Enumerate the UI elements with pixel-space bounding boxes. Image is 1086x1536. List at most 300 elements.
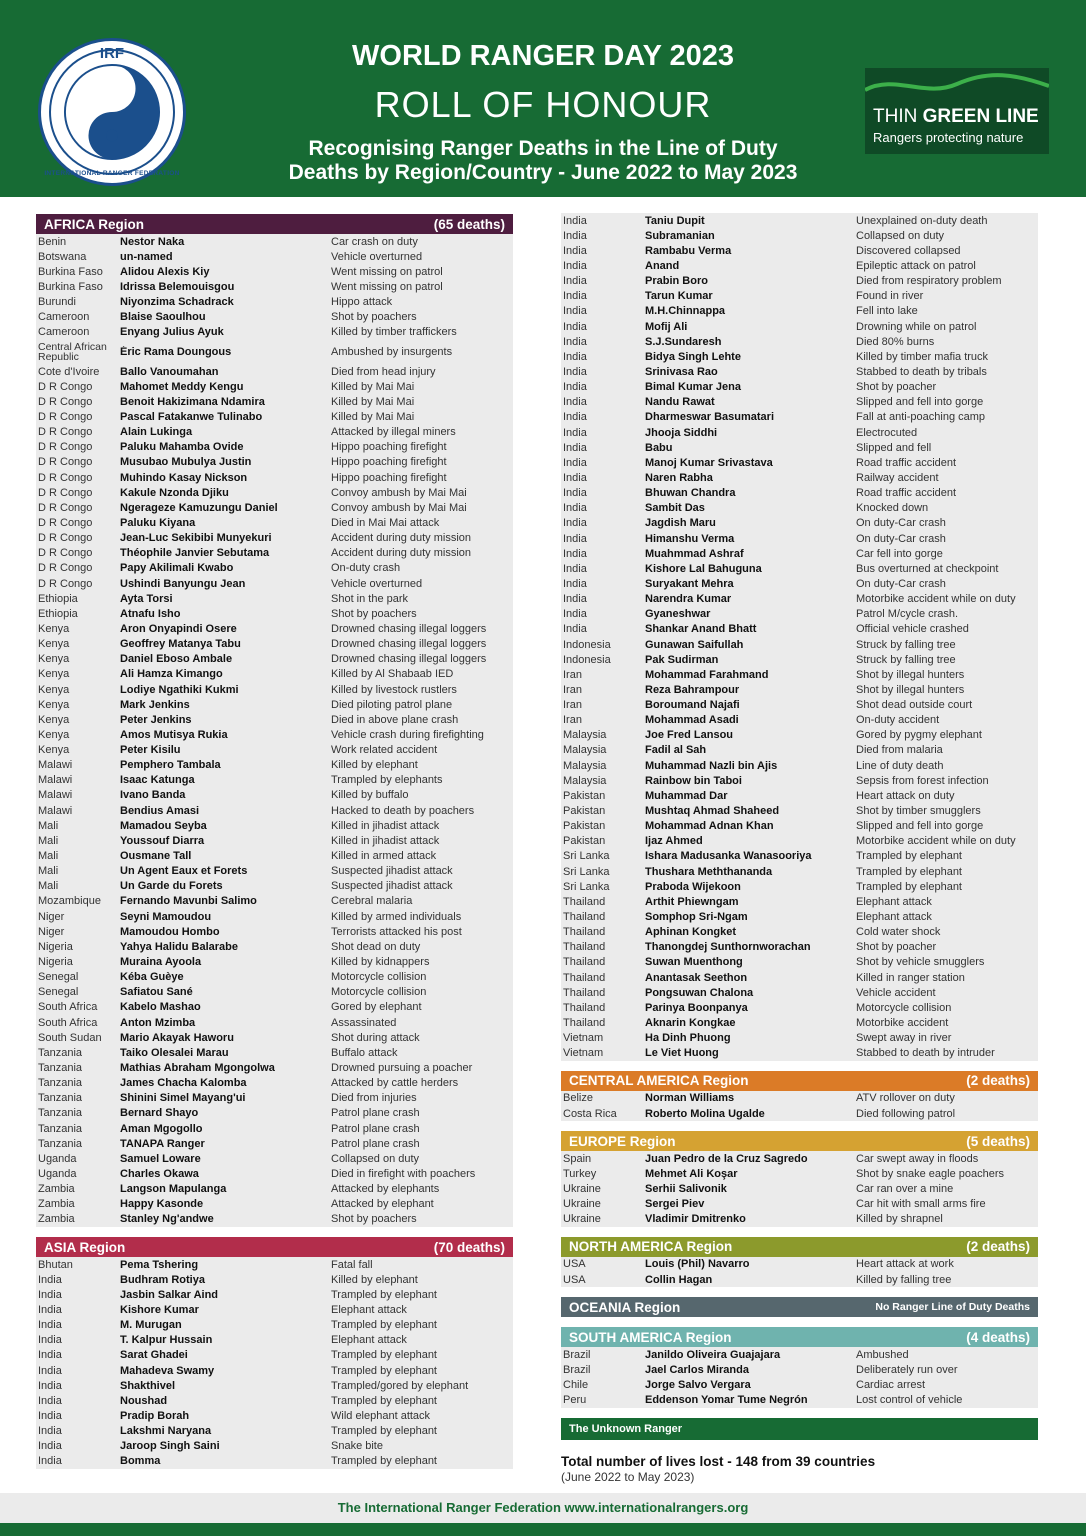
ranger-name-cell: Boroumand Najafi [645, 699, 740, 712]
logo-name: INTERNATIONAL RANGER FEDERATION [44, 170, 180, 177]
table-row [561, 1347, 1038, 1362]
country-cell: Ethiopia [38, 607, 78, 620]
cause-cell: Fell into lake [856, 305, 918, 318]
cause-cell: Vehicle accident [856, 986, 936, 999]
ranger-name-cell: Pemphero Tambala [120, 759, 221, 772]
ranger-name-cell: Jasbin Salkar Aind [120, 1288, 219, 1301]
table-row [36, 1182, 513, 1197]
cause-cell: Went missing on patrol [331, 265, 443, 278]
cause-cell: Patrol M/cycle crash. [856, 608, 959, 621]
country-cell: D R Congo [38, 532, 93, 545]
cause-cell: Drowned chasing illegal loggers [331, 622, 487, 635]
cause-cell: Attacked by elephant [331, 1198, 434, 1211]
country-cell: Kenya [38, 698, 70, 711]
cause-cell: Heart attack on duty [856, 789, 955, 802]
country-cell: India [563, 320, 587, 333]
region-count: No Ranger Line of Duty Deaths [875, 1301, 1030, 1314]
cause-cell: Killed by timber mafia truck [856, 350, 989, 363]
table-row [561, 879, 1038, 894]
cause-cell: Drowning while on patrol [856, 320, 977, 333]
country-cell: India [563, 411, 587, 424]
table-row [36, 440, 513, 455]
ranger-name-cell: Kakule Nzonda Djiku [120, 486, 229, 499]
country-cell: India [38, 1334, 62, 1347]
ranger-name-cell: Mark Jenkins [120, 698, 190, 711]
cause-cell: Heart attack at work [856, 1258, 954, 1271]
cause-cell: Killed in ranger station [856, 971, 965, 984]
table-row [36, 394, 513, 409]
table-row [36, 743, 513, 758]
table-row [36, 773, 513, 788]
cause-cell: Hippo poaching firefight [331, 441, 447, 454]
table-row [36, 621, 513, 636]
table-row [36, 1287, 513, 1302]
country-cell: Kenya [38, 683, 70, 696]
country-cell: India [563, 456, 587, 469]
cause-cell: Elephant attack [331, 1334, 407, 1347]
cause-cell: Struck by falling tree [856, 638, 956, 651]
country-cell: Sri Lanka [563, 850, 610, 863]
cause-cell: Died in Mai Mai attack [331, 516, 440, 529]
ranger-name-cell: Sambit Das [645, 502, 705, 515]
country-cell: India [563, 471, 587, 484]
ranger-name-cell: Mahomet Meddy Kengu [120, 380, 244, 393]
country-cell: India [563, 441, 587, 454]
ranger-name-cell: un-named [120, 250, 173, 263]
cause-cell: Hacked to death by poachers [331, 804, 475, 817]
cause-cell: Vehicle overturned [331, 250, 423, 263]
ranger-name-cell: Ousmane Tall [120, 850, 192, 863]
table-row [36, 1091, 513, 1106]
ranger-name-cell: Anantasak Seethon [645, 971, 748, 984]
cause-cell: Snake bite [331, 1440, 383, 1453]
cause-cell: Shot by timber smugglers [856, 805, 981, 818]
cause-cell: Work related accident [331, 744, 438, 757]
ranger-name-cell: Muahmmad Ashraf [645, 547, 744, 560]
table-row [36, 758, 513, 773]
right-column [561, 213, 1038, 1484]
ranger-name-cell: Langson Mapulanga [120, 1183, 227, 1196]
cause-cell: Car crash on duty [331, 235, 418, 248]
cause-cell: Killed by Al Shabaab IED [331, 668, 454, 681]
table-row [36, 1212, 513, 1227]
table-row [36, 1136, 513, 1151]
cause-cell: Car hit with small arms fire [856, 1198, 986, 1211]
header-banner [0, 0, 1086, 197]
country-cell: South Africa [38, 1001, 98, 1014]
table-row [36, 1151, 513, 1166]
table-row [36, 379, 513, 394]
country-cell: Mali [38, 880, 59, 893]
ranger-name-cell: Muhammad Nazli bin Ajis [645, 759, 778, 772]
cause-cell: Hippo poaching firefight [331, 471, 447, 484]
cause-cell: Motorcycle collision [856, 1001, 952, 1014]
header-line-2: Deaths by Region/Country - June 2022 to May 2023 [288, 161, 798, 184]
cause-cell: Sepsis from forest infection [856, 774, 989, 787]
ranger-name-cell: Naren Rabha [645, 471, 713, 484]
region-list-asia [36, 1257, 513, 1469]
country-cell: Ukraine [563, 1213, 601, 1226]
cause-cell: Discovered collapsed [856, 244, 961, 257]
table-row [561, 1212, 1038, 1227]
country-cell: Kenya [38, 713, 70, 726]
table-row [36, 279, 513, 294]
country-cell: Malaysia [563, 729, 607, 742]
table-row [561, 819, 1038, 834]
ranger-name-cell: Anton Mzimba [120, 1016, 196, 1029]
ranger-name-cell: Mathias Abraham Mgongolwa [120, 1062, 275, 1075]
ranger-name-cell: Ushindi Banyungu Jean [120, 577, 246, 590]
cause-cell: Car fell into gorge [856, 547, 943, 560]
country-cell: Iran [563, 714, 582, 727]
ranger-name-cell: Sarat Ghadei [120, 1349, 188, 1362]
country-cell: D R Congo [38, 426, 93, 439]
ranger-name-cell: Un Garde du Forets [120, 880, 223, 893]
ranger-name-cell: Louis (Phil) Navarro [645, 1258, 750, 1271]
country-cell: India [563, 547, 587, 560]
ranger-name-cell: Kishore Kumar [120, 1303, 199, 1316]
country-cell: Malawi [38, 774, 73, 787]
country-cell: India [38, 1379, 62, 1392]
table-row [561, 1257, 1038, 1272]
cause-cell: Trampled by elephant [331, 1455, 437, 1468]
country-cell: South Sudan [38, 1031, 102, 1044]
country-cell: Malaysia [563, 759, 607, 772]
table-row [36, 591, 513, 606]
country-cell: Costa Rica [563, 1107, 617, 1120]
cause-cell: Trampled by elephant [856, 865, 962, 878]
ranger-name-cell: Éric Rama Doungous [120, 345, 232, 358]
cause-cell: Killed in jihadist attack [331, 834, 440, 847]
table-row [561, 1166, 1038, 1181]
table-row [561, 1046, 1038, 1061]
ranger-name-cell: Théophile Janvier Sebutama [120, 547, 270, 560]
ranger-name-cell: Parinya Boonpanya [645, 1001, 748, 1014]
ranger-name-cell: Ha Dinh Phuong [645, 1032, 731, 1045]
cause-cell: Deliberately run over [856, 1363, 958, 1376]
country-cell: India [563, 593, 587, 606]
country-cell: India [563, 396, 587, 409]
table-row [561, 894, 1038, 909]
country-cell: Burkina Faso [38, 265, 103, 278]
country-cell: Central African Republic [38, 340, 107, 363]
ranger-name-cell: Taiko Olesalei Marau [120, 1046, 229, 1059]
table-row [561, 758, 1038, 773]
ranger-name-cell: Muhindo Kasay Nickson [120, 471, 248, 484]
cause-cell: Killed by kidnappers [331, 956, 430, 969]
cause-cell: Ambushed by insurgents [331, 345, 453, 358]
cause-cell: Attacked by illegal miners [331, 426, 456, 439]
cause-cell: Car swept away in floods [856, 1152, 979, 1165]
table-row [561, 319, 1038, 334]
ranger-name-cell: Jorge Salvo Vergara [645, 1378, 751, 1391]
cause-cell: Gored by pygmy elephant [856, 729, 982, 742]
table-row [561, 970, 1038, 985]
ranger-name-cell: Norman Williams [645, 1092, 735, 1105]
ranger-name-cell: Vladimir Dmitrenko [645, 1213, 746, 1226]
region-name: CENTRAL AMERICA Region [569, 1073, 749, 1089]
table-row [561, 380, 1038, 395]
table-row [561, 349, 1038, 364]
cause-cell: Elephant attack [856, 895, 932, 908]
country-cell: Thailand [563, 941, 606, 954]
ranger-name-cell: Himanshu Verma [645, 532, 735, 545]
table-row [561, 940, 1038, 955]
country-cell: India [563, 305, 587, 318]
table-row [36, 727, 513, 742]
country-cell: India [38, 1364, 62, 1377]
ranger-name-cell: T. Kalpur Hussain [120, 1334, 213, 1347]
country-cell: Kenya [38, 668, 70, 681]
table-row [36, 1318, 513, 1333]
cause-cell: Killed by Mai Mai [331, 410, 415, 423]
table-row [36, 1015, 513, 1030]
table-row [36, 310, 513, 325]
table-row [561, 909, 1038, 924]
cause-cell: Road traffic accident [856, 487, 957, 500]
cause-cell: Trampled by elephant [856, 850, 962, 863]
ranger-name-cell: Fernando Mavunbi Salimo [120, 895, 257, 908]
cause-cell: Killed by Mai Mai [331, 395, 415, 408]
cause-cell: Motorbike accident while on duty [856, 835, 1016, 848]
table-row [36, 546, 513, 561]
table-row [561, 834, 1038, 849]
country-cell: Thailand [563, 1001, 606, 1014]
table-row [561, 576, 1038, 591]
cause-cell: Elephant attack [331, 1303, 407, 1316]
country-cell: India [38, 1455, 62, 1468]
table-row [36, 864, 513, 879]
ranger-name-cell: Aron Onyapindi Osere [120, 622, 237, 635]
ranger-name-cell: Babu [645, 441, 673, 454]
ranger-name-cell: Gunawan Saifullah [645, 638, 744, 651]
table-row [36, 1302, 513, 1317]
ranger-name-cell: Bidya Singh Lehte [645, 350, 741, 363]
footer-text: The International Ranger Federation www.internationalrangers.org [337, 1500, 749, 1515]
cause-cell: Drowned chasing illegal loggers [331, 638, 487, 651]
ranger-name-cell: Safiatou Sané [120, 986, 193, 999]
country-cell: Botswana [38, 250, 87, 263]
ranger-name-cell: Bendius Amasi [120, 804, 200, 817]
country-cell: Zambia [38, 1198, 75, 1211]
cause-cell: Accident during duty mission [331, 547, 472, 560]
ranger-name-cell: Prabin Boro [645, 275, 708, 288]
cause-cell: Killed by livestock rustlers [331, 683, 457, 696]
table-row [561, 486, 1038, 501]
table-row [561, 955, 1038, 970]
ranger-name-cell: Eddenson Yomar Tume Negrón [645, 1394, 808, 1407]
table-row [36, 1106, 513, 1121]
table-row [36, 515, 513, 530]
cause-cell: Died in above plane crash [331, 713, 459, 726]
region-name: EUROPE Region [569, 1133, 676, 1149]
cause-cell: Buffalo attack [331, 1046, 398, 1059]
tgl-tagline: Rangers protecting nature [873, 130, 1024, 145]
ranger-name-cell: Mehmet Ali Koşar [645, 1167, 738, 1180]
country-cell: Thailand [563, 971, 606, 984]
region-name: ASIA Region [44, 1239, 126, 1255]
ranger-name-cell: Paluku Mahamba Ovide [120, 441, 244, 454]
table-row [561, 1362, 1038, 1377]
region-list-north-america [561, 1257, 1038, 1287]
region-list-europe [561, 1151, 1038, 1227]
country-cell: India [563, 335, 587, 348]
ranger-name-cell: Ali Hamza Kimango [120, 668, 223, 681]
ranger-name-cell: Roberto Molina Ugalde [645, 1107, 765, 1120]
cause-cell: Stabbed to death by tribals [856, 365, 987, 378]
country-cell: Burkina Faso [38, 280, 103, 293]
country-cell: Thailand [563, 1017, 606, 1030]
ranger-name-cell: Rambabu Verma [645, 244, 732, 257]
region-header-africa [36, 214, 513, 234]
table-row [36, 637, 513, 652]
ranger-name-cell: Mushtaq Ahmad Shaheed [645, 805, 780, 818]
table-row [36, 455, 513, 470]
region-count: (2 deaths) [966, 1073, 1030, 1089]
country-cell: Tanzania [38, 1062, 83, 1075]
ranger-name-cell: Pascal Fatakanwe Tulinabo [120, 410, 263, 423]
country-cell: India [38, 1349, 62, 1362]
table-row [561, 395, 1038, 410]
country-cell: India [563, 275, 587, 288]
table-row [36, 1121, 513, 1136]
ranger-name-cell: Somphop Sri-Ngam [645, 911, 748, 924]
ranger-name-cell: Kabelo Mashao [120, 1001, 201, 1014]
table-row [561, 925, 1038, 940]
table-row [36, 1408, 513, 1423]
country-cell: India [38, 1319, 62, 1332]
cause-cell: Slipped and fell [856, 441, 932, 454]
ranger-name-cell: Pradip Borah [120, 1409, 190, 1422]
cause-cell: Motorcycle collision [331, 971, 427, 984]
ranger-name-cell: Suryakant Mehra [645, 577, 734, 590]
cause-cell: Hippo attack [331, 296, 393, 309]
country-cell: Vietnam [563, 1047, 604, 1060]
ranger-name-cell: Shankar Anand Bhatt [645, 623, 757, 636]
table-row [561, 531, 1038, 546]
region-name: AFRICA Region [44, 216, 144, 232]
ranger-name-cell: Youssouf Diarra [120, 834, 205, 847]
ranger-name-cell: Juan Pedro de la Cruz Sagredo [645, 1152, 808, 1165]
country-cell: Niger [38, 910, 65, 923]
table-row [36, 833, 513, 848]
cause-cell: Epileptic attack on patrol [856, 259, 976, 272]
country-cell: Mozambique [38, 895, 101, 908]
table-row [561, 607, 1038, 622]
table-row [561, 1197, 1038, 1212]
table-row [561, 410, 1038, 425]
cause-cell: Ambushed [856, 1348, 909, 1361]
table-row [36, 1000, 513, 1015]
table-row [561, 440, 1038, 455]
table-row [36, 1378, 513, 1393]
cause-cell: Slipped and fell into gorge [856, 396, 984, 409]
table-row [36, 1424, 513, 1439]
cause-cell: Shot dead on duty [331, 940, 421, 953]
country-cell: India [563, 577, 587, 590]
country-cell: India [38, 1303, 62, 1316]
table-row [36, 409, 513, 424]
ranger-name-cell: Mahadeva Swamy [120, 1364, 215, 1377]
table-row [36, 531, 513, 546]
table-row [561, 713, 1038, 728]
cause-cell: Assassinated [331, 1016, 397, 1029]
table-row [36, 682, 513, 697]
table-row [561, 1000, 1038, 1015]
table-row [561, 667, 1038, 682]
table-row [36, 788, 513, 803]
ranger-name-cell: Noushad [120, 1394, 168, 1407]
cause-cell: Vehicle crash during firefighting [331, 728, 484, 741]
country-cell: Burundi [38, 296, 76, 309]
table-row [561, 304, 1038, 319]
ranger-name-cell: Nestor Naka [120, 235, 185, 248]
country-cell: D R Congo [38, 562, 93, 575]
ranger-name-cell: Bimal Kumar Jena [645, 381, 741, 394]
ranger-name-cell: Stanley Ng'andwe [120, 1213, 214, 1226]
ranger-name-cell: Amos Mutisya Rukia [120, 728, 228, 741]
country-cell: Brazil [563, 1348, 591, 1361]
cause-cell: Attacked by elephants [331, 1183, 440, 1196]
table-row [561, 455, 1038, 470]
ranger-name-cell: Un Agent Eaux et Forets [120, 865, 248, 878]
ranger-name-cell: Mohammad Farahmand [645, 668, 769, 681]
table-row [36, 924, 513, 939]
table-row [36, 561, 513, 576]
table-row [36, 712, 513, 727]
cause-cell: Attacked by cattle herders [331, 1077, 459, 1090]
country-cell: India [38, 1425, 62, 1438]
country-cell: India [563, 229, 587, 242]
table-row [36, 295, 513, 310]
country-cell: D R Congo [38, 395, 93, 408]
table-row [36, 576, 513, 591]
table-row [36, 470, 513, 485]
country-cell: D R Congo [38, 547, 93, 560]
region-header-central-america [561, 1071, 1038, 1091]
table-row [561, 728, 1038, 743]
country-cell: Pakistan [563, 805, 606, 818]
ranger-name-cell: Mario Akayak Haworu [120, 1031, 234, 1044]
ranger-name-cell: Yahya Halidu Balarabe [120, 940, 238, 953]
ranger-name-cell: Muraina Ayoola [120, 956, 202, 969]
cause-cell: Shot by poachers [331, 607, 417, 620]
table-row [36, 1363, 513, 1378]
ranger-name-cell: Kéba Guèye [120, 971, 184, 984]
ranger-name-cell: Joe Fred Lansou [645, 729, 734, 742]
table-row [36, 264, 513, 279]
region-list-asia-continued [561, 213, 1038, 1061]
cause-cell: Motorbike accident [856, 1017, 949, 1030]
country-cell: Kenya [38, 653, 70, 666]
ranger-name-cell: S.J.Sundaresh [645, 335, 722, 348]
table-row [561, 1106, 1038, 1121]
country-cell: Iran [563, 668, 582, 681]
cause-cell: Trampled by elephant [856, 880, 962, 893]
table-row [36, 364, 513, 379]
table-row [36, 1272, 513, 1287]
table-row [561, 1091, 1038, 1106]
cause-cell: Killed by falling tree [856, 1273, 952, 1286]
table-row [561, 228, 1038, 243]
country-cell: Tanzania [38, 1122, 83, 1135]
ranger-name-cell: M. Murugan [120, 1319, 182, 1332]
table-row [561, 274, 1038, 289]
cause-cell: Slipped and fell into gorge [856, 820, 984, 833]
table-row [36, 818, 513, 833]
country-cell: Bhutan [38, 1258, 73, 1271]
country-cell: Iran [563, 683, 582, 696]
